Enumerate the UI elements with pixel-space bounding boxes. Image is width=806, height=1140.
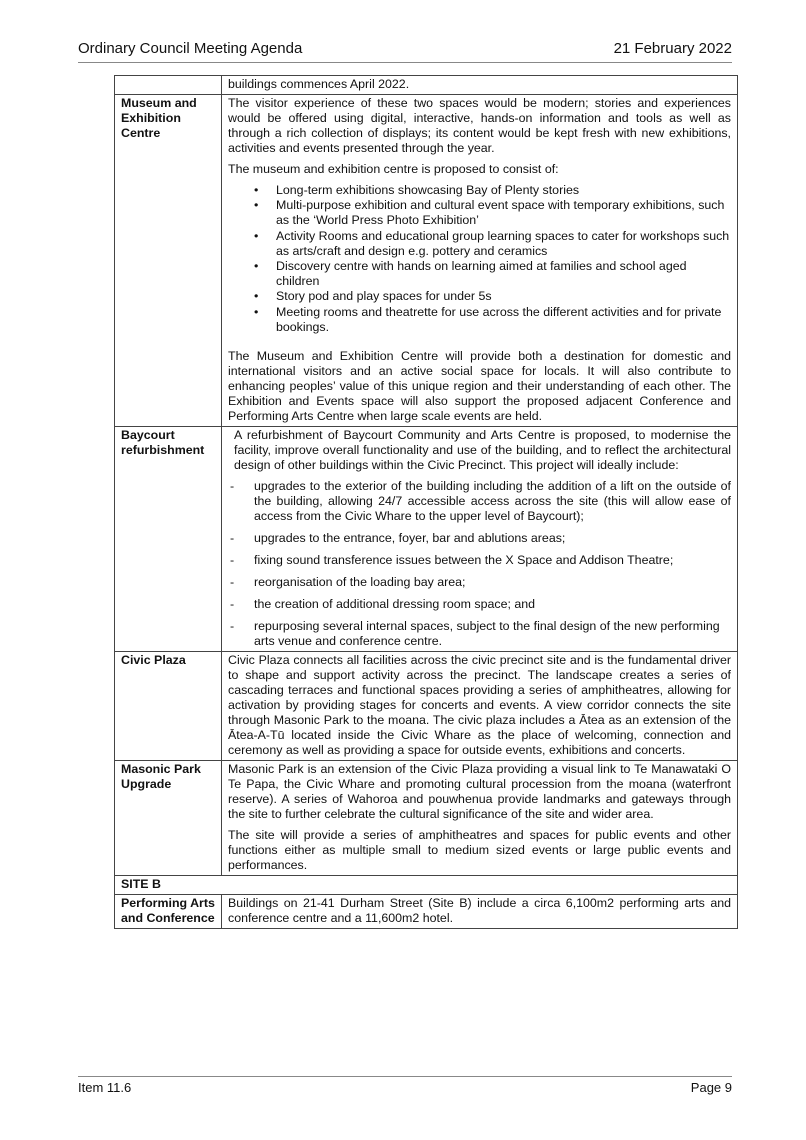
bullet-text: Multi-purpose exhibition and cultural event space with temporary exhibitions, such as the ‘World Press Photo Exhibition’ [276, 198, 725, 228]
list-item [228, 305, 731, 335]
footer-item: Item 11.6 [78, 1080, 132, 1095]
header-divider [78, 62, 732, 63]
table-row-civic-plaza [115, 652, 738, 761]
footer-page-number: Page 9 [690, 1080, 732, 1095]
civic-plaza-content [222, 652, 738, 761]
table-row-continuation [115, 76, 738, 95]
list-item [228, 531, 731, 546]
list-item [228, 619, 731, 649]
dash-icon: - [230, 619, 235, 634]
museum-label: Museum and Exhibition Centre [115, 95, 222, 427]
empty-label-cell [115, 76, 222, 95]
dash-icon: - [230, 553, 235, 568]
site-b-heading: SITE B [115, 876, 738, 895]
baycourt-dash-list [228, 479, 731, 649]
bullet-text: Story pod and play spaces for under 5s [276, 289, 492, 304]
masonic-paragraph-1: Masonic Park is an extension of the Civic Plaza providing a visual link to Te Manawataki O Te Papa, the Civic Whare and promoting cultural procession from the moana (waterfront reserve). A series of Wahoroa and pouwhenua provide landmarks and gateways through the site to further celebrate the cultural significance of the site and wider area. [228, 762, 731, 822]
dash-text: upgrades to the exterior of the building including the addition of a lift on the outside of the building, allowing 24/7 accessible access across the site (this will allow ease of access from the Civic Whare to the upper level of Baycourt); [254, 479, 731, 524]
bullet-icon: • [254, 198, 259, 213]
header-date: 21 February 2022 [613, 40, 732, 57]
museum-closing: The Museum and Exhibition Centre will provide both a destination for domestic and international visitors and an active social space for locals. It will also contribute to enhancing peoples’ value of this unique region and their understanding of each other. The Exhibition and Events space will also support the proposed adjacent Conference and Performing Arts Centre when large scale events are held. [228, 349, 731, 424]
list-item [228, 183, 731, 198]
table-row-baycourt [115, 427, 738, 652]
bullet-icon: • [254, 228, 259, 243]
performing-label: Performing Arts and Conference [115, 895, 222, 929]
dash-icon: - [230, 597, 235, 612]
list-item [228, 259, 731, 289]
baycourt-intro: A refurbishment of Baycourt Community and Arts Centre is proposed, to modernise the facility, improve overall functionality and use of the building, and to reflect the architectural design of other buildings within the Civic Precinct. This project will ideally include: [234, 428, 731, 473]
bullet-text: Activity Rooms and educational group learning spaces to cater for workshops such as arts/craft and design e.g. pottery and ceramics [276, 228, 730, 258]
dash-text: the creation of additional dressing room space; and [254, 597, 536, 612]
list-item [228, 597, 731, 612]
dash-text: upgrades to the entrance, foyer, bar and ablutions areas; [254, 531, 566, 546]
bullet-icon: • [254, 289, 259, 304]
performing-content [222, 895, 738, 929]
dash-text: repurposing several internal spaces, subject to the final design of the new performing arts venue and conference centre. [254, 619, 720, 649]
baycourt-label: Baycourt refurbishment [115, 427, 222, 652]
civic-plaza-label: Civic Plaza [115, 652, 222, 761]
bullet-icon: • [254, 304, 259, 319]
table-row-performing [115, 895, 738, 929]
list-item [228, 479, 731, 524]
dash-text: reorganisation of the loading bay area; [254, 575, 466, 590]
precinct-table [114, 75, 738, 929]
header-title: Ordinary Council Meeting Agenda [78, 40, 303, 57]
civic-plaza-text: Civic Plaza connects all facilities across the civic precinct site and is the fundamental driver to shape and support activity across the precinct. The landscape creates a series of cascading terraces and functional spaces providing a series of amphitheatres, allowing for activation by providing stages for concerts and events. A view corridor connects the site through Masonic Park to the moana. The civic plaza includes a Ātea as an extension of the Ātea-A-Tū located inside the Civic Whare as the place of welcoming, connection and ceremony as well as providing a space for outside events, exhibitions and concerts. [228, 653, 731, 758]
page-footer [78, 1080, 732, 1096]
table-row-museum [115, 95, 738, 427]
bullet-text: Discovery centre with hands on learning aimed at families and school aged children [276, 259, 687, 289]
masonic-label: Masonic Park Upgrade [115, 761, 222, 876]
baycourt-content [222, 427, 738, 652]
list-item [228, 553, 731, 568]
dash-text: fixing sound transference issues between the X Space and Addison Theatre; [254, 553, 674, 568]
dash-icon: - [230, 575, 235, 590]
dash-icon: - [230, 479, 235, 494]
museum-intro: The visitor experience of these two spaces would be modern; stories and experiences would be offered using digital, interactive, hands-on information and tools as well as through a rich collection of displays; its content would be kept fresh with new exhibitions, activities and events presented through the year. [228, 96, 731, 155]
masonic-content [222, 761, 738, 876]
list-item [228, 575, 731, 590]
museum-bullet-list [228, 183, 731, 335]
museum-list-intro: The museum and exhibition centre is proposed to consist of: [228, 162, 559, 176]
dash-icon: - [230, 531, 235, 546]
continuation-cell: buildings commences April 2022. [222, 76, 738, 95]
bullet-text: Meeting rooms and theatrette for use across the different activities and for private bookings. [276, 304, 722, 334]
performing-text: Buildings on 21-41 Durham Street (Site B) include a circa 6,100m2 performing arts and conference centre and a 11,600m2 hotel. [228, 896, 731, 926]
list-item [228, 289, 731, 304]
list-item [228, 198, 731, 228]
masonic-paragraph-2: The site will provide a series of amphitheatres and spaces for public events and other functions either as multiple small to medium sized events or large public events and performances. [228, 828, 731, 873]
museum-content [222, 95, 738, 427]
bullet-icon: • [254, 183, 259, 197]
footer-divider [78, 1076, 732, 1077]
bullet-text: Long-term exhibitions showcasing Bay of Plenty stories [276, 183, 580, 197]
table-row-masonic [115, 761, 738, 876]
page-header [78, 40, 732, 58]
table-row-site-b [115, 876, 738, 895]
bullet-icon: • [254, 259, 259, 274]
list-item [228, 229, 731, 259]
